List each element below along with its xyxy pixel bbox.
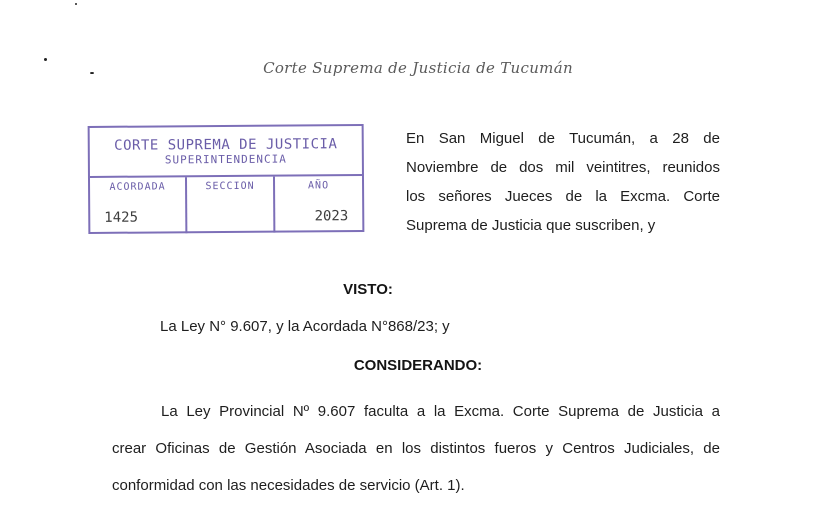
- stamp-label-acordada: ACORDADA: [109, 181, 166, 193]
- considerando-line: conformidad con las necesidades de servicio (Art. 1).: [112, 477, 465, 494]
- intro-paragraph: [406, 124, 720, 240]
- stamp-office: SUPERINTENDENCIA: [164, 152, 287, 167]
- intro-line: los señores Jueces de la Excma. Corte: [406, 188, 720, 205]
- intro-line: En San Miguel de Tucumán, a 28 de: [406, 130, 720, 147]
- visto-text: La Ley N° 9.607, y la Acordada N°868/23; y: [160, 318, 450, 335]
- registration-stamp: [88, 124, 365, 234]
- visto-heading: VISTO:: [343, 281, 393, 298]
- intro-line: Noviembre de dos mil veintitres, reunidos: [406, 159, 720, 176]
- stamp-label-year: AÑO: [307, 180, 330, 192]
- considerando-line: La Ley Provincial Nº 9.607 faculta a la Excma. Corte Suprema de Justicia a: [161, 403, 720, 420]
- considerando-line: crear Oficinas de Gestión Asociada en los distintos fueros y Centros Judiciales, de: [112, 440, 720, 457]
- stamp-header: [90, 126, 362, 178]
- letterhead-court-name: Corte Suprema de Justicia de Tucumán: [263, 59, 573, 77]
- stamp-acordada-cell: [90, 177, 187, 234]
- considerando-paragraph: [112, 393, 720, 504]
- stamp-acordada-number: 1425: [104, 209, 139, 226]
- stamp-year-cell: [275, 176, 362, 233]
- intro-line: Suprema de Justicia que suscriben, y: [406, 217, 656, 234]
- stamp-label-seccion: SECCION: [205, 180, 255, 193]
- stamp-organization: CORTE SUPREMA DE JUSTICIA: [114, 136, 338, 154]
- stamp-seccion-cell: [187, 177, 275, 234]
- stamp-year: 2023: [314, 208, 349, 225]
- considerando-heading: CONSIDERANDO:: [353, 357, 483, 374]
- scan-speck: [75, 3, 77, 5]
